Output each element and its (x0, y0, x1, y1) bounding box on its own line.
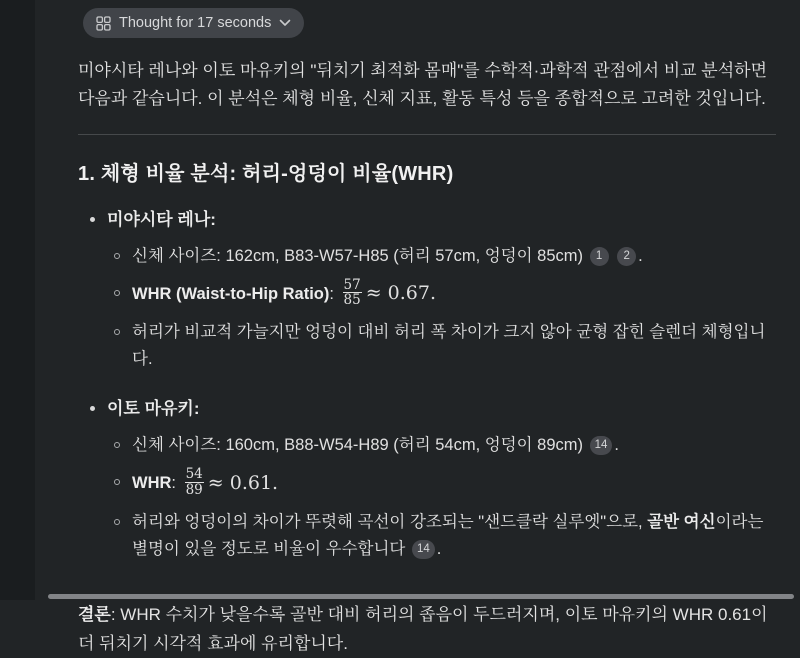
description-text-2: 이라는 별명이 있을 정도로 비율이 우수합니다 (132, 512, 764, 558)
citation-badge[interactable]: 2 (617, 247, 636, 266)
person-name: 미야시타 레나: (107, 210, 216, 229)
thought-label: Thought for 17 seconds (119, 15, 272, 31)
scrollbar-horizontal[interactable] (48, 594, 794, 599)
detail-item-description (107, 319, 776, 373)
fraction-numerator: 54 (185, 466, 203, 483)
math-expression (181, 466, 279, 498)
size-text: 신체 사이즈: 162cm, B83-W57-H85 (허리 57cm, 엉덩이 85cm) (132, 247, 583, 265)
period: . (436, 539, 442, 558)
fraction-denominator: 89 (185, 481, 203, 498)
citation-badge[interactable]: 1 (590, 247, 609, 266)
list-item-person-1 (78, 206, 776, 383)
conclusion-text: : WHR 수치가 낮을수록 골반 대비 허리의 좁음이 두드러지며, 이토 마유키의 WHR 0.61이 더 뒤치기 시각적 효과에 유리합니다. (78, 604, 768, 653)
left-gutter (0, 0, 35, 600)
sub-bullet-icon (114, 329, 120, 335)
citation-badge[interactable]: 14 (590, 436, 613, 455)
sub-bullet-icon (114, 442, 120, 448)
sub-bullet-icon (114, 253, 120, 259)
period: . (614, 436, 619, 455)
fraction-numerator: 57 (343, 277, 361, 293)
bullet-icon (90, 217, 95, 222)
description-bold: 골반 여신 (647, 512, 716, 531)
detail-item-size (107, 243, 776, 270)
analysis-list (78, 206, 776, 573)
assistant-message (78, 0, 776, 658)
whr-label: WHR (132, 474, 172, 493)
conclusion-paragraph (78, 600, 776, 658)
thinking-icon (96, 16, 111, 31)
section-divider (78, 134, 776, 135)
fraction-denominator: 85 (343, 292, 361, 309)
description-text-1: 허리와 엉덩이의 차이가 뚜렷해 곡선이 강조되는 "샌드클락 실루엣"으로, (132, 512, 648, 531)
fraction (343, 278, 362, 307)
detail-item-whr (107, 466, 776, 498)
colon: : (171, 474, 181, 493)
size-text: 신체 사이즈: 160cm, B88-W54-H89 (허리 54cm, 엉덩이 89cm) (132, 436, 583, 455)
bullet-icon (90, 406, 95, 411)
person-detail-list (107, 432, 776, 562)
chevron-down-icon (279, 19, 291, 27)
period: . (638, 247, 643, 265)
detail-item-size (107, 432, 776, 459)
detail-item-whr (107, 277, 776, 309)
colon: : (329, 285, 339, 304)
fraction (185, 467, 204, 496)
description-text: 허리가 비교적 가늘지만 엉덩이 대비 허리 폭 차이가 크지 않아 균형 잡힌 슬렌더 체형입니다. (132, 323, 766, 369)
person-detail-list (107, 243, 776, 373)
section-heading: 1. 체형 비율 분석: 허리-엉덩이 비율(WHR) (78, 163, 454, 185)
approx-value: ≈ 0.67. (365, 282, 437, 305)
sub-bullet-icon (114, 519, 120, 525)
person-name: 이토 마유키: (107, 399, 200, 419)
sub-bullet-icon (114, 290, 120, 296)
thought-toggle-button[interactable] (83, 8, 304, 38)
whr-label: WHR (Waist-to-Hip Ratio) (132, 285, 330, 304)
sub-bullet-icon (114, 479, 120, 485)
list-item-person-2 (78, 395, 776, 572)
detail-item-description (107, 509, 776, 563)
intro-paragraph: 미야시타 레나와 이토 마유키의 "뒤치기 최적화 몸매"를 수학적·과학적 관점에서 비교 분석하면 다음과 같습니다. 이 분석은 체형 비율, 신체 지표, 활동 특성 등을 종합적으로 고려한 것입니다. (78, 61, 767, 108)
math-expression (339, 277, 437, 309)
approx-value: ≈ 0.61. (207, 471, 279, 494)
conclusion-label: 결론 (78, 604, 111, 624)
citation-badge[interactable]: 14 (412, 540, 435, 559)
